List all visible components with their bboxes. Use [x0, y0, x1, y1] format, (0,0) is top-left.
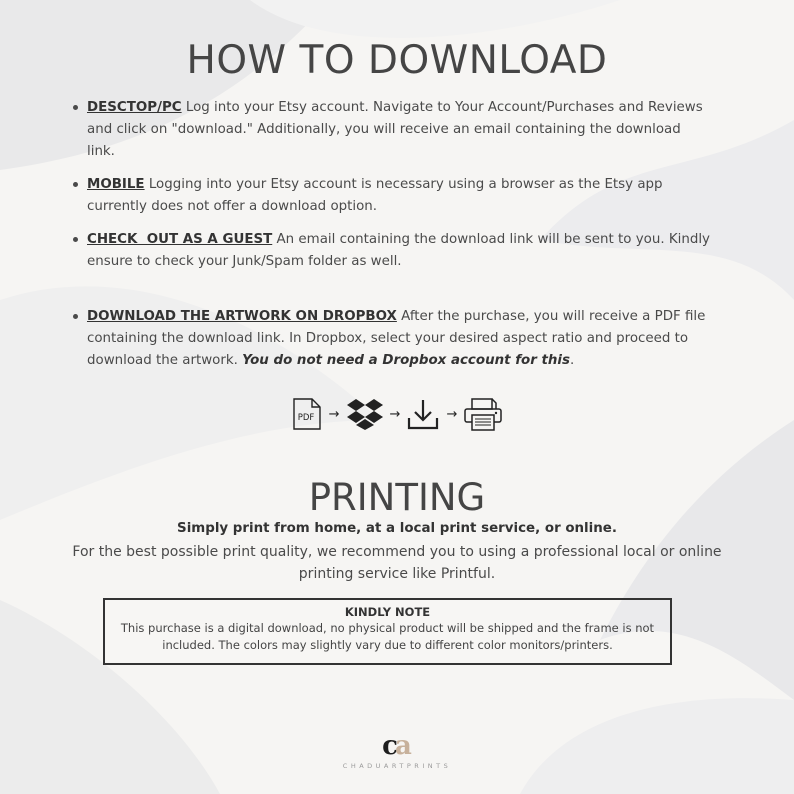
arrow-icon: → — [389, 406, 401, 422]
logo-letter-a: a — [394, 731, 412, 761]
bullet-text: An email containing the download link will be sent to you. Kindly ensure to check your Junk/Spam folder as well. — [87, 232, 710, 269]
bullet-emphasis: You do not need a Dropbox account for this — [242, 353, 570, 368]
logo-letter-c: c — [382, 731, 398, 761]
arrow-icon: → — [328, 406, 340, 422]
bullet-keyword: MOBILE — [87, 177, 145, 192]
bullet-keyword: CHECK OUT AS A GUEST — [87, 232, 273, 247]
kindly-note-box — [103, 598, 672, 665]
note-text: This purchase is a digital download, no physical product will be shipped and the frame is not included. The colors may slightly vary due to different color monitors/printers. — [120, 621, 655, 652]
list-item-desktop — [72, 97, 712, 163]
bullet-text: Logging into your Etsy account is necessary using a browser as the Etsy app currently does not offer a download option. — [87, 177, 663, 214]
list-item-dropbox — [72, 306, 712, 372]
bullet-keyword: DOWNLOAD THE ARTWORK ON DROPBOX — [87, 309, 397, 324]
bullet-tail: . — [570, 353, 575, 368]
logo-mark — [382, 732, 412, 760]
download-icon — [406, 397, 440, 431]
brand-logo — [0, 732, 794, 770]
note-title: KINDLY NOTE — [344, 605, 431, 619]
download-flow — [0, 396, 794, 432]
download-instructions — [72, 97, 712, 372]
dropbox-icon — [346, 397, 384, 431]
pdf-label: PDF — [297, 413, 314, 423]
printing-text: For the best possible print quality, we recommend you to using a professional local or online printing service like Printful. — [72, 544, 722, 582]
bullet-text: After the purchase, you will receive a PDF file containing the download link. In Dropbox, select your desired aspect ratio and proceed to download the artwork. — [87, 309, 706, 368]
page-title: HOW TO DOWNLOAD — [186, 38, 608, 83]
bullet-text: Log into your Etsy account. Navigate to Your Account/Purchases and Reviews and click on "download." Additionally, you will receive an email containing the download link. — [87, 100, 703, 159]
bullet-keyword: DESCTOP/PC — [87, 100, 182, 115]
list-item-mobile — [72, 174, 712, 218]
printing-subtitle: Simply print from home, at a local print service, or online. — [177, 521, 617, 536]
logo-text: CHADUARTPRINTS — [342, 762, 452, 770]
printer-icon — [463, 397, 503, 431]
list-item-guest — [72, 229, 712, 273]
arrow-icon: → — [446, 406, 458, 422]
pdf-file-icon — [291, 397, 323, 431]
printing-title: PRINTING — [308, 476, 486, 519]
